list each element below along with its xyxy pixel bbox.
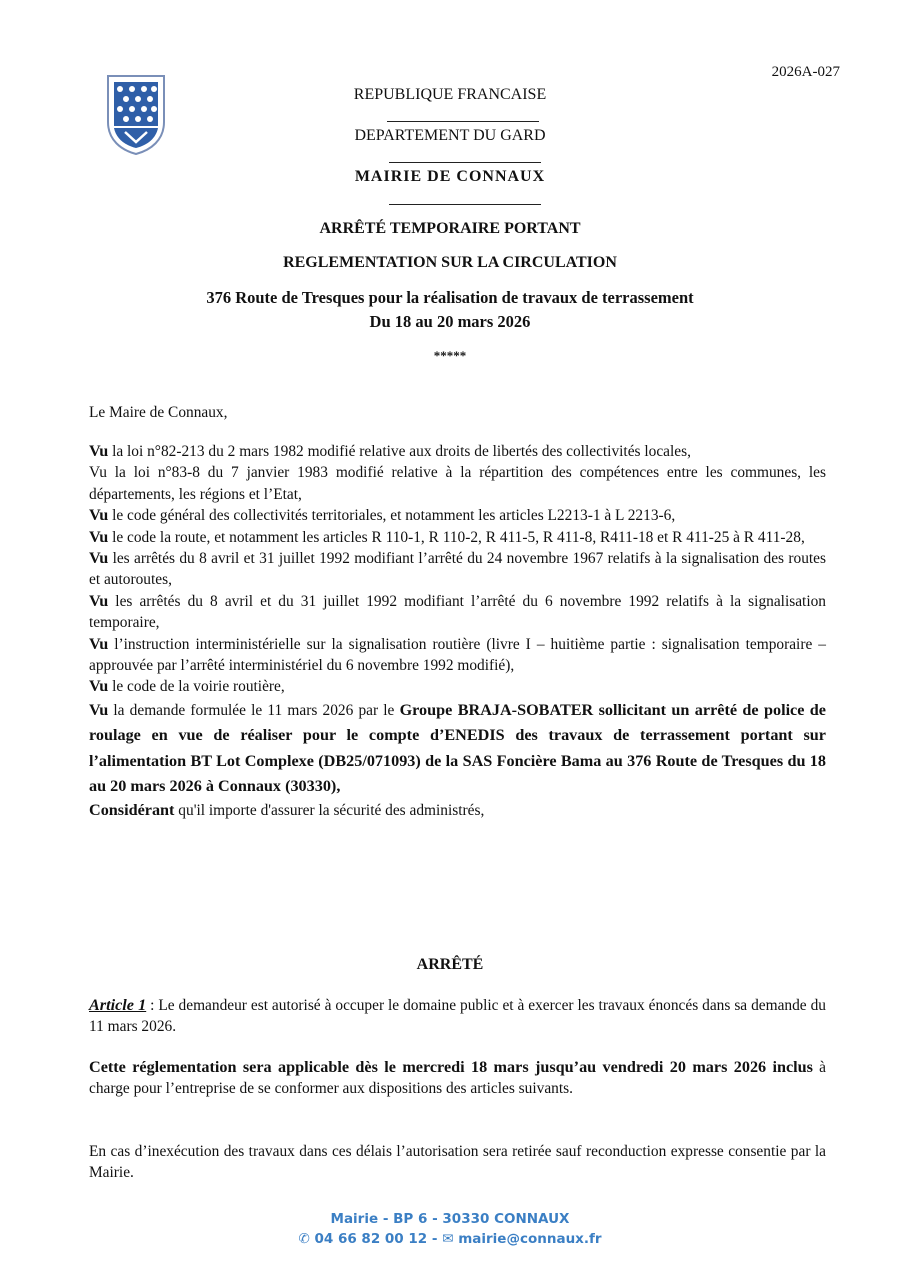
article-1: Article 1 : Le demandeur est autorisé à occuper le domaine public et à exercer les travaux énoncés dans sa demande du 11 mars 2026. <box>89 996 826 1036</box>
demande-paragraph: Vu la demande formulée le 11 mars 2026 par le Groupe BRAJA-SOBATER sollicitant un arrêté de police de roulage en vue de réaliser pour le compte d’ENEDIS des travaux de terrassement portant sur l’alimentation BT Lot Complexe (DB25/071093) de la SAS Foncière Bama au 376 Route de Tresques du 18 au 20 mars 2026 à Connaux (30330), <box>89 700 826 796</box>
consideration: Vu la loi n°83-8 du 7 janvier 1983 modifié relative à la répartition des compétences entre les communes, les départements, les régions et l’Etat, <box>89 464 826 503</box>
divider <box>387 121 539 122</box>
divider <box>389 162 541 163</box>
phone-icon: ✆ <box>298 1231 310 1247</box>
republic-heading: REPUBLIQUE FRANCAISE <box>353 86 547 103</box>
consideration: Vu les arrêtés du 8 avril et du 31 juillet 1992 modifiant l’arrêté du 6 novembre 1992 relatifs à la signalisation temporaire, <box>89 591 826 632</box>
separator-stars: ***** <box>433 348 467 363</box>
footer-phone: 04 66 82 00 12 <box>314 1231 428 1247</box>
article-1-label: Article 1 <box>89 996 147 1014</box>
arrete-title-line1: ARRÊTÉ TEMPORAIRE PORTANT <box>319 220 581 237</box>
inexecution-paragraph: En cas d’inexécution des travaux dans ces délais l’autorisation sera retirée sauf reconduction expresse consentie par la Mairie. <box>89 1143 826 1182</box>
consideration: Vu les arrêtés du 8 avril et 31 juillet 1992 modifiant l’arrêté du 24 novembre 1967 relatifs à la signalisation des routes et autoroutes, <box>89 549 826 589</box>
arrete-heading: ARRÊTÉ <box>416 956 484 973</box>
arrete-title-line2: REGLEMENTATION SUR LA CIRCULATION <box>283 254 617 271</box>
consideration: Vu l’instruction interministérielle sur la signalisation routière (livre I – huitième partie : signalisation temporaire – approuvée par l’arrêté interministériel du 6 novembre 1992 modifié), <box>89 634 826 675</box>
divider <box>389 204 541 205</box>
footer-contact: ✆ 04 66 82 00 12 - ✉ mairie@connaux.fr <box>298 1231 602 1247</box>
consideration: Vu le code la route, et notamment les articles R 110-1, R 110-2, R 411-5, R 411-8, R411-18 et R 411-25 à R 411-28, <box>89 527 805 546</box>
footer-address: Mairie - BP 6 - 30330 CONNAUX <box>330 1211 570 1227</box>
reference-number: 2026A-027 <box>771 64 840 80</box>
department-heading: DEPARTEMENT DU GARD <box>354 127 546 144</box>
consideration: Vu la loi n°82-213 du 2 mars 1982 modifié relative aux droits de libertés des collectivités locales, <box>89 442 691 460</box>
mairie-heading: MAIRIE DE CONNAUX <box>354 168 546 185</box>
applicable-paragraph: Cette réglementation sera applicable dès le mercredi 18 mars jusqu’au vendredi 20 mars 2026 inclus à charge pour l’entreprise de se conformer aux dispositions des articles suivants. <box>89 1058 826 1098</box>
demande-bold: Groupe BRAJA-SOBATER sollicitant un arrêté de police de roulage en vue de réaliser pour le compte d’ENEDIS des travaux de terrassement portant sur l’alimentation BT Lot Complexe (DB25/071093) de la SAS Foncière Bama au 376 Route de Tresques du 18 au 20 mars 2026 à Connaux (30330), <box>89 700 826 796</box>
consideration: Vu le code de la voirie routière, <box>89 677 285 696</box>
considerant-paragraph: Considérant qu'il importe d'assurer la sécurité des administrés, <box>89 800 485 819</box>
applicable-bold: Cette réglementation sera applicable dès le mercredi 18 mars jusqu’au vendredi 20 mars 2026 inclus <box>89 1058 813 1076</box>
consideration: Vu le code général des collectivités territoriales, et notamment les articles L2213-1 à L 2213-6, <box>89 506 676 525</box>
intro-text: Le Maire de Connaux, <box>89 404 228 421</box>
considerations-list <box>89 441 826 821</box>
arrete-title-line4: Du 18 au 20 mars 2026 <box>369 312 531 331</box>
envelope-icon: ✉ <box>442 1231 454 1247</box>
footer-email[interactable]: mairie@connaux.fr <box>458 1231 602 1247</box>
arrete-title-line3: 376 Route de Tresques pour la réalisation de travaux de terrassement <box>206 288 694 307</box>
